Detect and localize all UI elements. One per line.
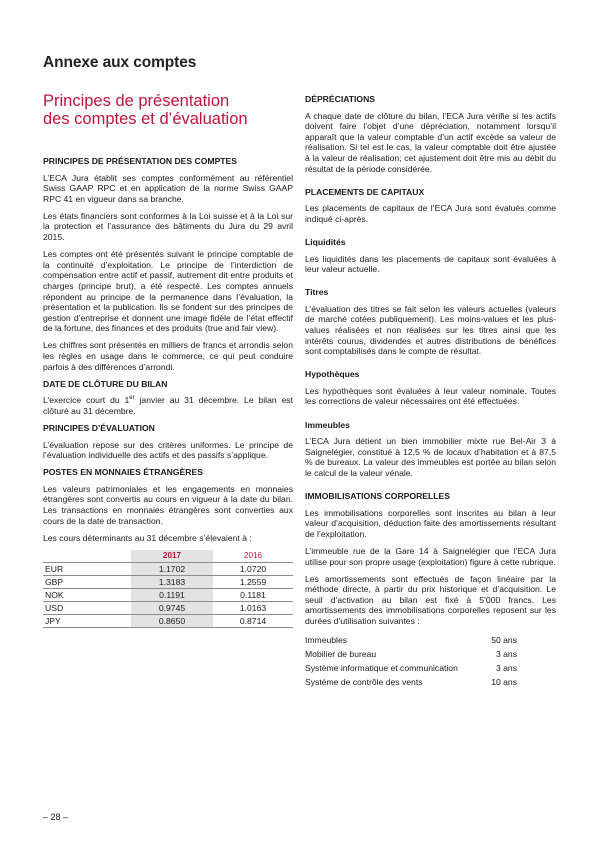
rate-previous: 0.8714 (213, 615, 293, 628)
duration-value: 50 ans (491, 635, 517, 646)
principes-paragraph-2: Les états financiers sont conformes à la Loi suisse et à la Loi sur la protection et l’assurance des bâtiments du Jura du 29 avril 2015. (43, 210, 293, 243)
table-row (43, 602, 293, 615)
immobilisations-paragraph-2: L’immeuble rue de la Gare 14 à Saignelégier que l’ECA Jura utilise pour son propre usage (exploitation) figure à cette rubrique. (305, 545, 556, 567)
cloture-text-a: L’exercice court du 1 (43, 395, 130, 406)
hypotheques-heading: Hypothèques (305, 369, 360, 380)
list-item (305, 675, 517, 689)
section-title-line-1: Principes de présentation (43, 92, 230, 110)
depreciations-heading: DÉPRÉCIATIONS (305, 94, 376, 104)
duration-value: 3 ans (495, 649, 517, 660)
table-row (43, 563, 293, 576)
right-column (305, 94, 556, 689)
section-title (43, 92, 293, 128)
currency-code: NOK (43, 589, 131, 602)
exchange-rates-table (43, 550, 293, 629)
currency-code: USD (43, 602, 131, 615)
cloture-paragraph (43, 395, 293, 416)
duration-label: Système de contrôle des vents (305, 677, 423, 688)
table-header-empty (43, 550, 131, 563)
left-column (43, 156, 293, 628)
rate-previous: 1.2559 (213, 576, 293, 589)
rate-current: 1.1702 (131, 563, 213, 576)
currency-code: EUR (43, 563, 131, 576)
table-header-row (43, 550, 293, 563)
table-row (43, 615, 293, 628)
rate-previous: 0.1181 (213, 589, 293, 602)
rate-previous: 1.0720 (213, 563, 293, 576)
duration-value: 10 ans (491, 677, 517, 688)
principes-paragraph-1: L’ECA Jura établit ses comptes conformément au référentiel Swiss GAAP RPC et en application de la norme Swiss GAAP RPC 41 en vigueur dans sa branche. (43, 172, 293, 204)
rate-current: 0.1191 (131, 589, 213, 602)
principes-paragraph-4: Les chiffres sont présentés en milliers de francs et arrondis selon les règles en usage dans le commerce, ce qui peut conduire parfois à des différences d’arrondi. (43, 340, 293, 372)
depreciations-paragraph: A chaque date de clôture du bilan, l’ECA Jura vérifie si les actifs doivent faire l’objet d’une dépréciation, notamment lorsqu’il apparaît que la valeur comptable d’un actif excède sa valeur de réalisation. Si tel est le cas, la valeur comptable doit être ajustée à la valeur de réalisation; cet ajustement doit être mis au débit du résultat de la période considérée. (305, 110, 556, 174)
immobilisations-heading: IMMOBILISATIONS CORPORELLES (305, 491, 450, 502)
page-number: – 28 – (43, 812, 69, 822)
immobilisations-paragraph-1: Les immobilisations corporelles sont inscrites au bilan à leur valeur d’acquisition, déduction faite des amortissements résultant de l’exploitation. (305, 507, 556, 539)
currency-code: JPY (43, 615, 131, 628)
duration-label: Mobilier de bureau (305, 649, 377, 660)
duration-label: Système informatique et communication (305, 663, 458, 674)
currency-code: GBP (43, 576, 131, 589)
duration-value: 3 ans (495, 663, 517, 674)
cloture-superscript: er (129, 395, 135, 402)
principes-heading: PRINCIPES DE PRÉSENTATION DES COMPTES (43, 156, 238, 166)
principes-paragraph-3: Les comptes ont été présentés suivant le principe comptable de la continuité d’exploitation. Le principe de l’interdiction de compensation entre actif et passif, autrement dit entre produits et charges (principe brut), a été respecté. Les comptes annuels répondent au principe de la permanence dans l’évaluation, la présentation et la publication. Ils se fondent sur des principes de gestion d’entreprise et donnent une image fidèle de l’état effectif de la fortune, des finances et des produits (true and fair view). (43, 249, 293, 334)
monnaies-paragraph-1: Les valeurs patrimoniales et les engagements en monnaies étrangères sont convertis au cours en vigueur à la date du bilan. Les transactions en monnaies étrangères sont converties aux cours de la date de transaction. (43, 483, 293, 526)
rate-current: 1.3183 (131, 576, 213, 589)
immeubles-paragraph: L’ECA Jura détient un bien immobilier mixte rue Bel-Air 3 à Saignelégier, constitué à 12,5 % de locaux d’habitation et à 87,5 % de bureaux. La valeur des immeubles est portée au bilan selon le calcul de la valeur vénale. (305, 436, 556, 478)
durations-list (305, 633, 556, 689)
evaluation-heading: PRINCIPES D’ÉVALUATION (43, 422, 155, 433)
rate-current: 0.9745 (131, 602, 213, 615)
table-header-year-current: 2017 (131, 550, 213, 563)
titres-paragraph: L’évaluation des titres se fait selon les valeurs actuelles (valeurs de marché cotées publiquement). Les moins-values et les plus-values réalisées et non réalisées sur les titres ainsi que les intérêts courus, dividendes et autres distributions de bénéfices sont comptabilisés dans le compte de résultat. (305, 303, 556, 357)
duration-label: Immeubles (305, 635, 348, 646)
table-header-year-previous: 2016 (213, 550, 293, 563)
placements-heading: PLACEMENTS DE CAPITAUX (305, 186, 425, 197)
rate-current: 0.8650 (131, 615, 213, 628)
evaluation-paragraph: L’évaluation repose sur des critères uniformes. Le principe de l’évaluation individuelle des actifs et des passifs s’applique. (43, 439, 293, 461)
cloture-text-b: janvier au 31 décembre. Le bilan est clôturé au 31 décembre. (43, 395, 293, 416)
immobilisations-paragraph-3: Les amortissements sont effectués de façon linéaire par la méthode directe, à partir du prix historique et d’acquisition. Le seuil d’activation au bilan est fixé à 5’000 francs. Les amortissements des immobilisations corporelles reposent sur les durées d’utilisation suivantes : (305, 573, 556, 626)
table-row (43, 589, 293, 602)
cloture-heading: DATE DE CLÔTURE DU BILAN (43, 378, 168, 389)
page-header-title: Annexe aux comptes (43, 54, 197, 71)
liquidites-heading: Liquidités (305, 236, 346, 247)
list-item (305, 633, 517, 647)
hypotheques-paragraph: Les hypothèques sont évaluées à leur valeur nominale. Toutes les corrections de valeur nécessaires ont été effectuées. (305, 385, 556, 407)
immeubles-heading: Immeubles (305, 419, 350, 430)
titres-heading: Titres (305, 287, 329, 298)
placements-paragraph: Les placements de capitaux de l’ECA Jura sont évalués comme indiqué ci-après. (305, 203, 556, 224)
monnaies-heading: POSTES EN MONNAIES ÉTRANGÈRES (43, 467, 203, 478)
section-title-line-2: des comptes et d’évaluation (43, 110, 248, 128)
table-row (43, 576, 293, 589)
list-item (305, 661, 517, 675)
list-item (305, 647, 517, 661)
monnaies-paragraph-2: Les cours déterminants au 31 décembre s’élevaient à : (43, 532, 252, 543)
rate-previous: 1.0163 (213, 602, 293, 615)
liquidites-paragraph: Les liquidités dans les placements de capitaux sont évaluées à leur valeur actuelle. (305, 253, 556, 275)
